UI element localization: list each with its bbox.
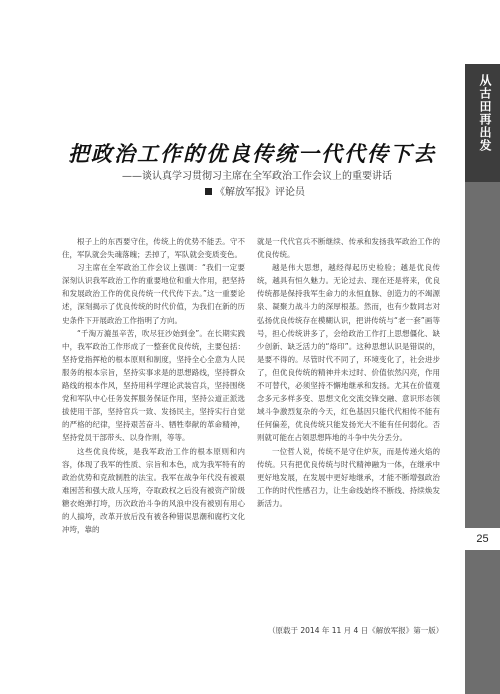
- article-byline: [180, 183, 330, 198]
- byline-text: 《解放军报》评论员: [215, 187, 305, 198]
- paragraph: 这些优良传统，是我军政治工作的根本原则和内容，体现了我军的性质、宗旨和本色，成为我军特有的政治优势和克敌制胜的法宝。我军在战争年代没有被艰难困苦和强大敌人压垮，夺取政权之后没有被资产阶级糖衣炮弹打垮，历次政治斗争的风浪中没有被别有用心的人搞垮，改革开放后没有被各种错误思潮和腐朽文化冲垮，靠的: [62, 446, 245, 535]
- paragraph: 一位哲人说，传统不是守住炉灰，而是传递火焰的传统。只有把优良传统与时代精神融为一体，在继承中更好地发展，在发展中更好地继承，才能不断增强政治工作的时代性感召力，让生命线始终不断线、持续焕发新活力。: [257, 446, 440, 508]
- paragraph: 就是一代代官兵不断继续、传承和发扬我军政治工作的优良传统。: [257, 237, 440, 260]
- paragraph: 习主席在全军政治工作会议上强调：“我们一定要深刻认识我军政治工作的重要地位和重大作用，把坚持和发展政治工作的优良传统一代代传下去。”这一重要论述，深刻揭示了优良传统的时代价值，为我们在新的历史条件下开展政治工作指明了方向。: [62, 263, 245, 325]
- left-column: [62, 235, 245, 536]
- section-sidebar: [465, 0, 500, 694]
- page-number: 25: [465, 528, 500, 550]
- paragraph: 越是伟大思想，越经得起历史检验；越是优良传统，越具有恒久魅力。无论过去、现在还是将来，优良传统都是保持我军生命力的永恒血脉、创造力的不竭源泉、凝聚力战斗力的深厚根基。然而，也有少数同志对弘扬优良传统存在模糊认识，把讲传统与“老一套”画等号，担心传统讲多了，会给政治工作打上思想僵化、缺少创新、缺乏活力的“烙印”。这种思想认识是错误的，是要不得的。尽管时代不同了，环境变化了，社会进步了，但优良传统的精神并未过时、价值依然闪亮，作用不可替代，必须坚持不懈地继承和发扬。尤其在价值观念多元多样多变、思想文化交流交锋交融、意识形态领域斗争激烈复杂的今天，红色基因只能代代相传不能有任何偏差，优良传统只能发扬光大不能有任何弱化。否则就可能在占领思想阵地的斗争中失分丢分。: [257, 263, 440, 443]
- sidebar-section-title: 从古田再出发: [478, 74, 492, 152]
- paragraph: 根子上的东西要守住，传统上的优势不能丢。守不住，军队就会失魂落魄；丢掉了，军队就会变质变色。: [62, 237, 245, 260]
- article-subtitle: ——谈认真学习贯彻习主席在全军政治工作会议上的重要讲话: [122, 171, 392, 182]
- paragraph: “千淘万漉虽辛苦，吹尽狂沙始到金”。在长期实践中，我军政治工作形成了一整套优良传统，主要包括：坚持党指挥枪的根本原则和制度，坚持全心全意为人民服务的根本宗旨，坚持实事求是的思想路线，坚持群众路线的根本作风，坚持用科学理论武装官兵，坚持围绕党和军队中心任务发挥服务保证作用，坚持公道正派选拔使用干部，坚持官兵一致、发扬民主，坚持实行自觉的严格的纪律，坚持艰苦奋斗、牺牲奉献的革命精神，坚持党员干部带头、以身作则，等等。: [62, 328, 245, 443]
- byline-square-icon: [205, 188, 212, 195]
- right-column: [257, 235, 440, 510]
- source-note: （原载于 2014 年 11 月 4 日《解放军报》第一版）: [268, 626, 444, 635]
- article-title: 把政治工作的优良传统一代代传下去: [68, 141, 436, 166]
- sidebar-top-blank: [465, 0, 500, 64]
